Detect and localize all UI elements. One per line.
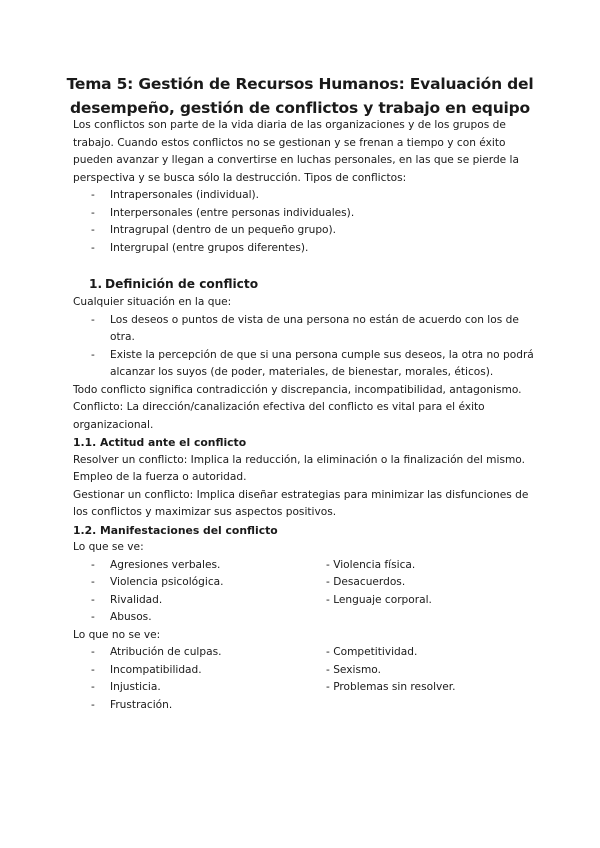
section-1-1-heading: 1.1. Actitud ante el conflicto (73, 436, 247, 449)
list-item: - Injusticia. (73, 679, 533, 697)
conflict-types-list (73, 187, 533, 257)
intro-line: trabajo. Cuando estos conflictos no se gestionan y se frenan a tiempo y con éxito (73, 136, 506, 149)
intro-line: pueden avanzar y llegan a convertirse en luchas personales, en las que se pierde la (73, 154, 519, 166)
title-line-1: Tema 5: Gestión de Recursos Humanos: Evaluación del (66, 75, 534, 93)
intro-line: perspectiva y se busca sólo la destrucción. Tipos de conflictos: (73, 171, 407, 184)
section-1-paragraph: organizacional. (73, 418, 154, 431)
intro-line: Los conflictos son parte de la vida diaria de las organizaciones y de los grupos de (73, 119, 506, 131)
list-item: - Desacuerdos. (326, 576, 406, 588)
hidden-left-list (73, 644, 533, 714)
section-1-list (73, 312, 533, 382)
list-item-line: alcanzar los suyos (de poder, materiales, de bienestar, morales, éticos). (110, 366, 494, 378)
list-item: - Rivalidad. (73, 592, 533, 610)
resolve-paragraph: Empleo de la fuerza o autoridad. (73, 471, 247, 483)
list-item: - Interpersonales (entre personas individuales). (73, 205, 533, 223)
hidden-manifestations (73, 644, 533, 714)
list-item: - Sexismo. (326, 663, 381, 676)
section-title: Definición de conflicto (105, 277, 259, 291)
visible-right-list (326, 557, 432, 610)
section-1-2-heading: 1.2. Manifestaciones del conflicto (73, 523, 278, 537)
intro-paragraph (73, 117, 533, 187)
hidden-right-list (326, 644, 456, 697)
list-item-line: - Existe la percepción de que si una persona cumple sus deseos, la otra no podrá (110, 348, 534, 361)
section-1-heading (73, 274, 533, 294)
list-item: - Frustración. (73, 697, 533, 715)
resolve-paragraph: Resolver un conflicto: Implica la reducción, la eliminación o la finalización del mismo. (73, 453, 525, 466)
list-item: - Atribución de culpas. (73, 644, 533, 662)
list-item: - Abusos. (73, 609, 533, 627)
list-item: - Incompatibilidad. (73, 662, 533, 680)
visible-lead: Lo que se ve: (73, 541, 144, 553)
manage-paragraph: los conflictos y maximizar sus aspectos positivos. (73, 506, 337, 518)
list-item: - Lenguaje corporal. (326, 593, 432, 606)
visible-manifestations (73, 557, 533, 627)
section-1-paragraph: Todo conflicto significa contradicción y discrepancia, incompatibilidad, antagonismo. (73, 383, 522, 396)
list-item (73, 312, 533, 347)
list-item: - Competitividad. (326, 646, 418, 658)
section-1-lead: Cualquier situación en la que: (73, 296, 232, 308)
hidden-lead: Lo que no se ve: (73, 628, 161, 641)
list-item: - Violencia psicológica. (73, 574, 533, 592)
document-title (60, 72, 540, 120)
list-item (73, 347, 533, 382)
section-1-paragraph: Conflicto: La dirección/canalización efectiva del conflicto es vital para el éxito (73, 401, 485, 413)
list-item: - Agresiones verbales. (73, 557, 533, 575)
list-item: - Intrapersonales (individual). (73, 187, 533, 205)
list-item: - Intergrupal (entre grupos diferentes). (73, 240, 533, 258)
title-line-2: desempeño, gestión de conflictos y trabajo en equipo (70, 99, 530, 117)
list-item: - Problemas sin resolver. (326, 681, 456, 693)
section-number: 1. (89, 277, 103, 291)
list-item: - Intragrupal (dentro de un pequeño grupo). (73, 222, 533, 240)
list-item-line: - Los deseos o puntos de vista de una persona no están de acuerdo con los de (110, 313, 519, 326)
list-item: - Violencia física. (326, 558, 416, 571)
manage-paragraph: Gestionar un conflicto: Implica diseñar estrategias para minimizar las disfunciones de (73, 488, 529, 501)
list-item-line: otra. (110, 331, 135, 343)
document-body (73, 117, 533, 714)
visible-left-list (73, 557, 533, 627)
